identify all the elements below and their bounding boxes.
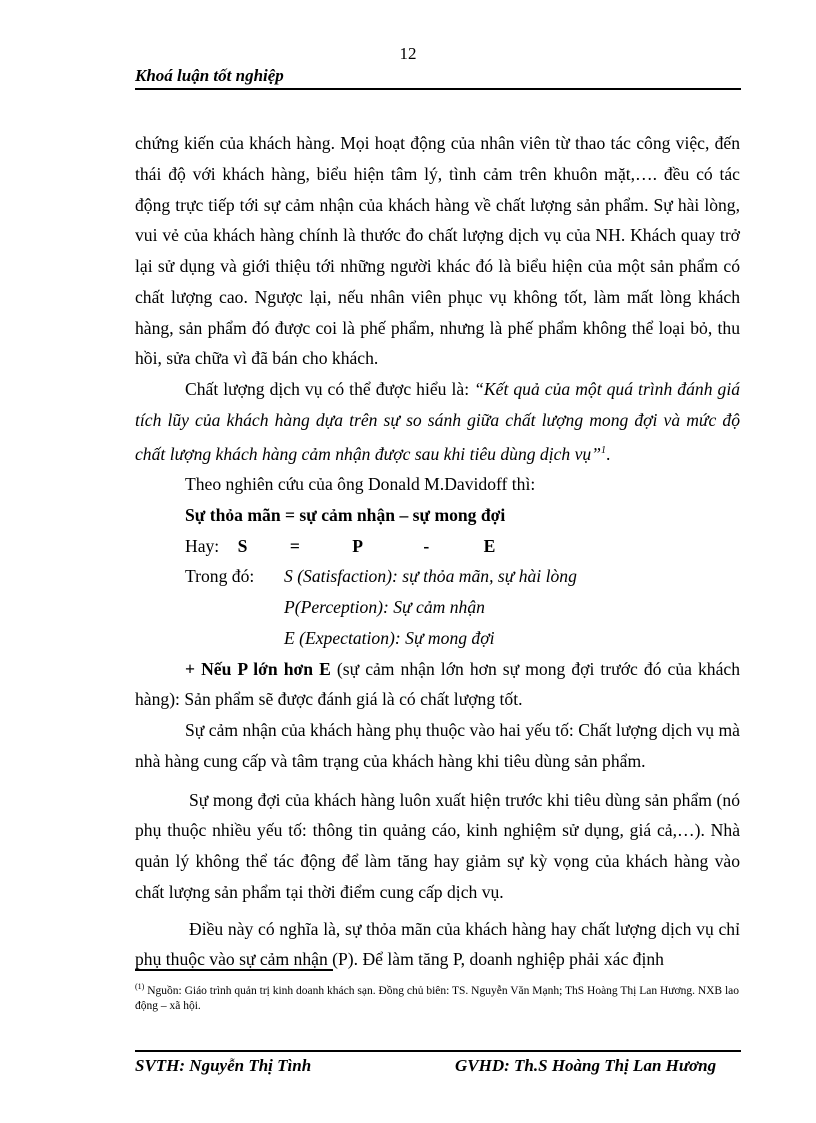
formula-equals: = <box>289 535 300 556</box>
header-rule <box>135 88 741 90</box>
paragraph-6: Sự mong đợi của khách hàng luôn xuất hiện trước khi tiêu dùng sản phẩm (nó phụ thuộc nhiều yếu tố: thông tin quảng cáo, kinh nghiệm sử dụng, giá cả,…). Nhà quản lý không thể tác động để làm tăng hay giảm sự kỳ vọng của khách hàng vào chất lượng sản phẩm tại thời điểm cung cấp dịch vụ. <box>135 789 740 902</box>
definition-e: E (Expectation): Sự mong đợi <box>284 627 495 648</box>
formula-p: P <box>352 535 363 556</box>
where-label: Trong đó: <box>185 566 255 587</box>
footnote <box>135 979 740 1014</box>
document-body <box>135 128 740 975</box>
header-title: Khoá luận tốt nghiệp <box>135 66 284 85</box>
paragraph-4 <box>135 654 740 716</box>
footer-advisor: GVHD: Th.S Hoàng Thị Lan Hương <box>455 1056 717 1075</box>
footnote-rule <box>135 969 333 971</box>
paragraph-7: Điều này có nghĩa là, sự thỏa mãn của khách hàng hay chất lượng dịch vụ chỉ phụ thuộc vào sự cảm nhận (P). Để làm tăng P, doanh nghiệp phải xác định <box>135 918 740 970</box>
formula-e: E <box>483 535 496 556</box>
definition-s: S (Satisfaction): sự thỏa mãn, sự hài lòng <box>284 566 577 587</box>
hay-label: Hay: <box>185 535 220 556</box>
formula-s: S <box>237 535 248 556</box>
paragraph-4-bold: + Nếu P lớn hơn E <box>185 658 331 679</box>
formula-minus: - <box>423 535 430 556</box>
paragraph-2-lead: Chất lượng dịch vụ có thể được hiểu là: <box>185 379 475 399</box>
footnote-text: Nguồn: Giáo trình quản trị kinh doanh khách sạn. Đồng chủ biên: TS. Nguyễn Văn Mạnh; ThS Hoàng Thị Lan Hương. NXB lao động – xã hội. <box>135 984 740 1012</box>
page-number: 12 <box>399 44 417 63</box>
footnote-ref: 1 <box>601 444 607 456</box>
definition-p: P(Perception): Sự cảm nhận <box>284 597 485 618</box>
formula-row <box>135 531 740 562</box>
paragraph-2 <box>135 374 740 469</box>
paragraph-1: chứng kiến của khách hàng. Mọi hoạt động của nhân viên từ thao tác công việc, đến thái độ với khách hàng, biểu hiện tâm lý, tình cảm trên khuôn mặt,…. đều có tác động trực tiếp tới sự cảm nhận của khách hàng về chất lượng sản phẩm. Sự hài lòng, vui vẻ của khách hàng chính là thước đo chất lượng dịch vụ của NH. Khách quay trở lại sử dụng và giới thiệu tới những người khác đó là biểu hiện của một sản phẩm có chất lượng cao. Ngược lại, nếu nhân viên phục vụ không tốt, làm mất lòng khách hàng, sản phẩm đó được coi là phế phẩm, nhưng là phế phẩm không thể loại bỏ, thu hồi, sửa chữa vì đã bán cho khách. <box>135 133 740 369</box>
footnote-mark: (1) <box>135 982 145 991</box>
formula-heading: Sự thỏa mãn = sự cảm nhận – sự mong đợi <box>185 504 506 525</box>
definitions-block <box>135 561 740 653</box>
paragraph-2-end: . <box>606 443 611 464</box>
paragraph-3: Theo nghiên cứu của ông Donald M.Davidoff thì: <box>185 474 536 495</box>
footer-rule <box>135 1050 741 1052</box>
service-quality-definition: “Kết quả của một quá trình đánh giá tích lũy của khách hàng dựa trên sự so sánh giữa chất lượng mong đợi và mức độ chất lượng khách hàng cảm nhận được sau khi tiêu dùng dịch vụ” <box>135 379 741 464</box>
footer-student: SVTH: Nguyễn Thị Tình <box>135 1056 312 1075</box>
paragraph-4-rest: (sự cảm nhận lớn hơn sự mong đợi trước đó của khách hàng): Sản phẩm sẽ được đánh giá là có chất lượng tốt. <box>135 658 740 710</box>
paragraph-5: Sự cảm nhận của khách hàng phụ thuộc vào hai yếu tố: Chất lượng dịch vụ mà nhà hàng cung cấp và tâm trạng của khách hàng khi tiêu dùng sản phẩm. <box>135 720 740 771</box>
